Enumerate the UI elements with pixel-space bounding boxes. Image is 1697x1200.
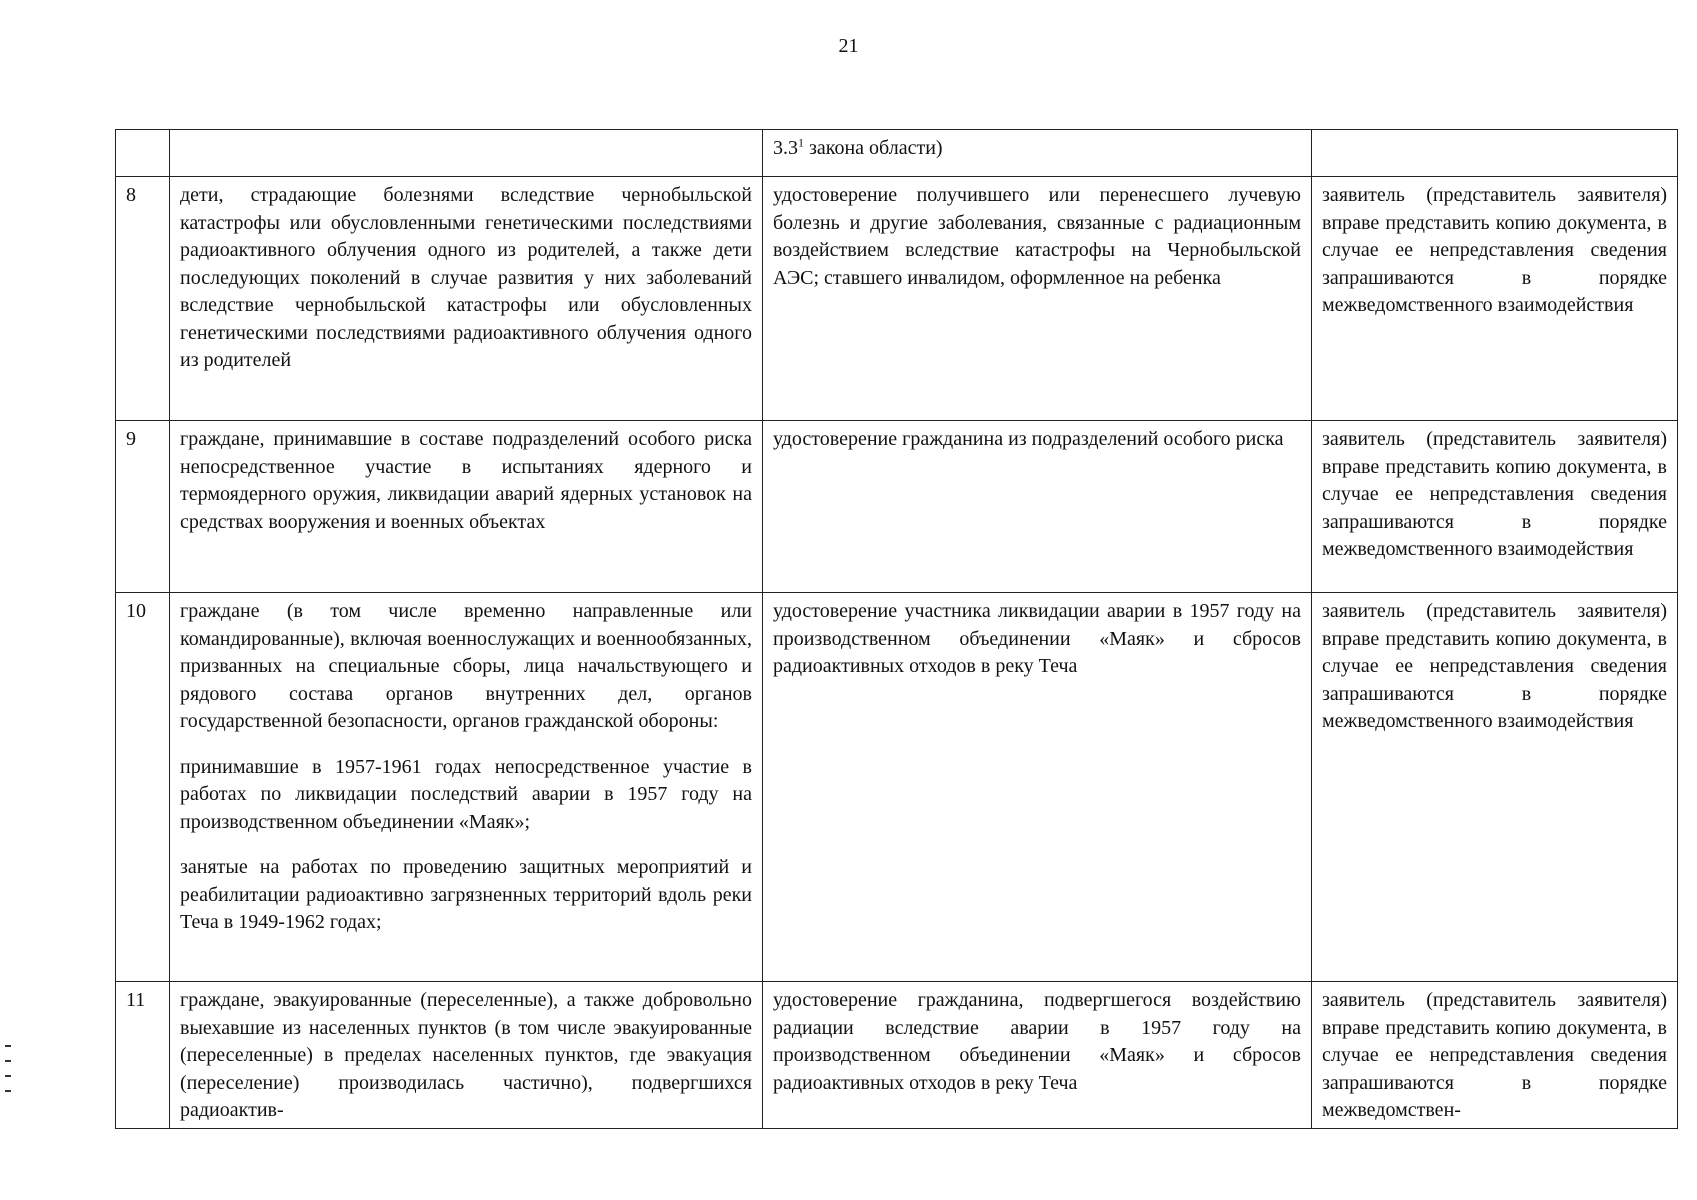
document-cell: удостоверение получившего или перенесшего лучевую болезнь и другие заболевания, связанные с радиационным воздействием вследствие катастрофы на Чернобыльской АЭС; ставшего инвалидом, оформленное на ребенка	[763, 177, 1312, 421]
table-row-10	[116, 593, 1678, 982]
note-cell	[1312, 130, 1678, 177]
scan-margin-mark	[5, 1090, 11, 1092]
category-cell	[170, 177, 763, 421]
category-subitem-2: занятые на работах по проведению защитных мероприятий и реабилитации радиоактивно загрязненных территорий вдоль реки Теча в 1949-1962 годах;	[180, 856, 752, 933]
category-text: дети, страдающие болезнями вследствие чернобыльской катастрофы или обусловленными генетическими последствиями радиоактивного облучения одного из родителей, а также дети последующих поколений в случае развития у них заболеваний вследствие чернобыльской катастрофы или обусловленных генетическими последствиями радиоактивного облучения одного из родителей	[180, 184, 752, 371]
document-text-rest: закона области)	[804, 137, 943, 159]
benefits-table	[115, 129, 1678, 1129]
table-row-continuation	[116, 130, 1678, 177]
note-cell: заявитель (представитель заявителя) вправе представить копию документа, в случае ее непредставления сведения запрашиваются в порядке межведомственного взаимодействия	[1312, 421, 1678, 593]
category-text: граждане (в том числе временно направленные или командированные), включая военнослужащих и военнообязанных, призванных на специальные сборы, лица начальствующего и рядового состава органов внутренних дел, органов государственной безопасности, органов гражданской обороны:	[180, 600, 752, 732]
note-cell: заявитель (представитель заявителя) вправе представить копию документа, в случае ее непредставления сведения запрашиваются в порядке межведомствен-	[1312, 982, 1678, 1129]
note-cell: заявитель (представитель заявителя) вправе представить копию документа, в случае ее непредставления сведения запрашиваются в порядке межведомственного взаимодействия	[1312, 593, 1678, 982]
superscript: 1	[798, 135, 804, 150]
table-row-8	[116, 177, 1678, 421]
row-number-cell: 9	[116, 421, 170, 593]
row-number-cell: 11	[116, 982, 170, 1129]
page-number: 21	[838, 35, 859, 57]
category-cell	[170, 421, 763, 593]
row-number-cell: 8	[116, 177, 170, 421]
note-cell: заявитель (представитель заявителя) вправе представить копию документа, в случае ее непредставления сведения запрашиваются в порядке межведомственного взаимодействия	[1312, 177, 1678, 421]
scan-margin-mark	[5, 1045, 11, 1047]
document-cell	[763, 130, 1312, 177]
table-row-11	[116, 982, 1678, 1129]
scan-margin-mark	[5, 1075, 11, 1077]
category-cell	[170, 130, 763, 177]
row-number-cell: 10	[116, 593, 170, 982]
table-row-9	[116, 421, 1678, 593]
category-cell	[170, 982, 763, 1129]
document-cell: удостоверение гражданина из подразделений особого риска	[763, 421, 1312, 593]
category-subitem-1: принимавшие в 1957-1961 годах непосредственное участие в работах по ликвидации последствий аварии в 1957 году на производственном объединении «Маяк»;	[180, 755, 752, 833]
category-text: граждане, эвакуированные (переселенные), а также добровольно выехавшие из населенных пунктов (в том числе эвакуированные (переселенные) в пределах населенных пунктов, где эвакуация (переселение) производилась частично), подвергшихся радиоактив-	[180, 989, 752, 1121]
row-number-cell	[116, 130, 170, 177]
category-cell	[170, 593, 763, 982]
scan-margin-mark	[5, 1060, 11, 1062]
category-text: граждане, принимавшие в составе подразделений особого риска непосредственное участие в испытаниях ядерного и термоядерного оружия, ликвидации аварий ядерных установок на средствах вооружения и военных объектах	[180, 428, 752, 533]
document-cell: удостоверение гражданина, подвергшегося воздействию радиации вследствие аварии в 1957 году на производственном объединении «Маяк» и сбросов радиоактивных отходов в реку Теча	[763, 982, 1312, 1129]
document-cell: удостоверение участника ликвидации аварии в 1957 году на производственном объединении «Маяк» и сбросов радиоактивных отходов в реку Теча	[763, 593, 1312, 982]
document-text: 3.3	[773, 137, 798, 159]
